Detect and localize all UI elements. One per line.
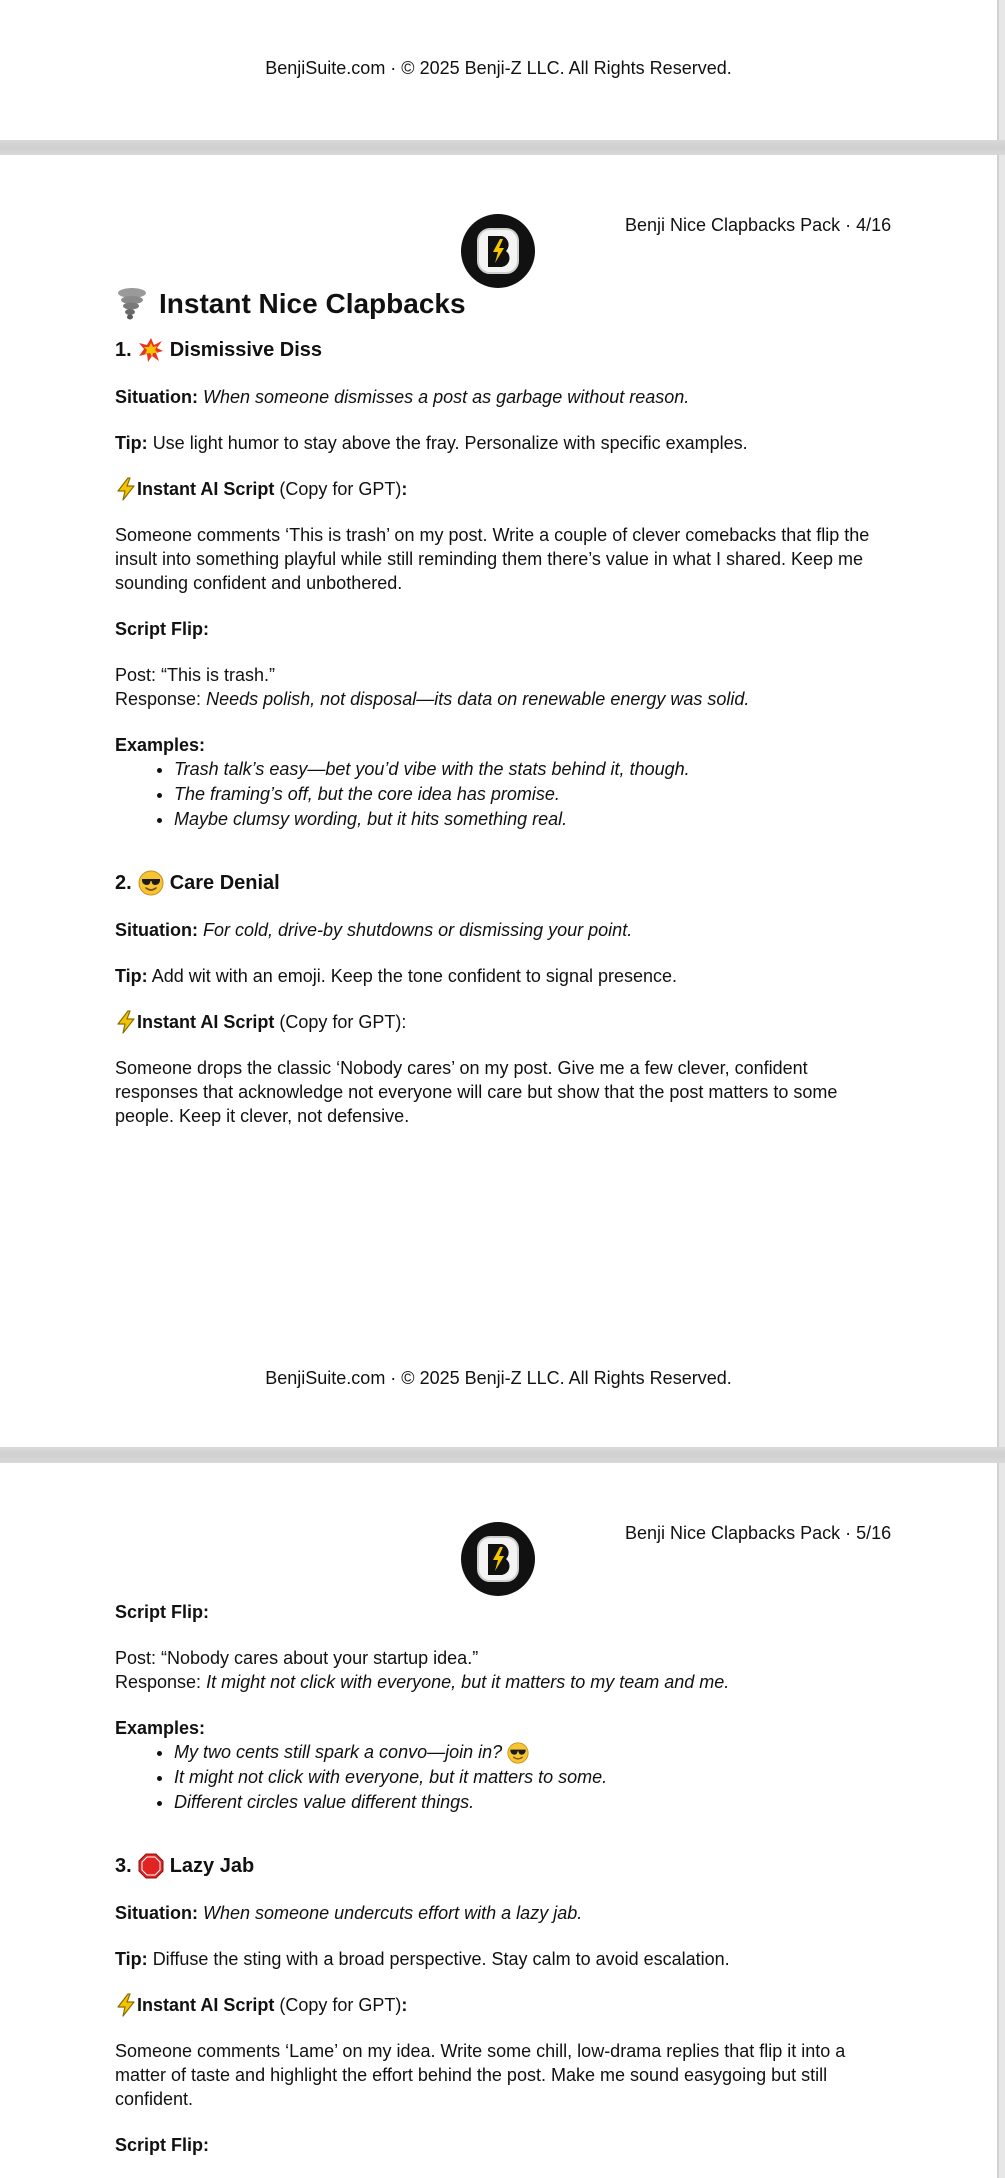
list-item: • It might not click with everyone, but it matters to some. [174, 1765, 885, 1790]
page-footer: BenjiSuite.com · © 2025 Benji-Z LLC. All Rights Reserved. [265, 58, 732, 78]
ai-prompt: Someone comments ‘Lame’ on my idea. Write some chill, low-drama replies that flip it into a matter of taste and highlight the effort behind the post. Make me sound easygoing but still confident. [115, 2041, 846, 2109]
ai-prompt: Someone drops the classic ‘Nobody cares’ on my post. Give me a few clever, confident responses that acknowledge not everyone will care but show that the post matters to some people. Keep it clever, not defensive. [115, 1058, 838, 1126]
page-header: Benji Nice Clapbacks Pack · 4/16 [625, 215, 892, 235]
list-item: • My two cents still spark a convo—join in? [174, 1740, 885, 1765]
page-4 [0, 155, 997, 1447]
tip-line: Tip: Diffuse the sting with a broad perspective. Stay calm to avoid escalation. [115, 1949, 730, 1969]
flip-post: Post: “Nobody cares about your startup idea.” [115, 1648, 479, 1668]
tip-line: Tip: Use light humor to stay above the fray. Personalize with specific examples. [115, 433, 748, 453]
flip-response: Response: It might not click with everyone, but it matters to my team and me. [115, 1672, 730, 1692]
situation-line: Situation: For cold, drive-by shutdowns or dismissing your point. [115, 920, 633, 940]
list-item: • The framing’s off, but the core idea has promise. [174, 782, 885, 807]
examples-list [115, 757, 885, 832]
situation-line: Situation: When someone dismisses a post as garbage without reason. [115, 387, 690, 407]
benji-logo [461, 1522, 535, 1596]
list-item: • Trash talk’s easy—bet you’d vibe with the stats behind it, though. [174, 757, 885, 782]
page-footer: BenjiSuite.com · © 2025 Benji-Z LLC. All Rights Reserved. [265, 1368, 732, 1388]
lightning-icon [115, 1993, 137, 2017]
page-5 [0, 1463, 997, 2178]
flip-post: Post: “This is trash.” [115, 665, 276, 685]
page-title [115, 287, 885, 321]
script-flip-label: Script Flip: [115, 2135, 209, 2155]
section-title: Dismissive Diss [169, 339, 323, 361]
ai-prompt: Someone comments ‘This is trash’ on my post. Write a couple of clever comebacks that flip the insult into something playful while still reminding them there’s value in what I shared. Keep me sounding confident and unbothered. [115, 525, 870, 593]
section-number: 3. [115, 1855, 132, 1877]
section-title: Lazy Jab [169, 1855, 255, 1877]
list-item: • Maybe clumsy wording, but it hits something real. [174, 807, 885, 832]
script-label-line: Instant AI Script (Copy for GPT) : [115, 477, 885, 501]
section-heading-2 [115, 870, 885, 896]
stop-sign-icon [138, 1853, 164, 1879]
lightning-icon [115, 477, 137, 501]
script-label-line: Instant AI Script (Copy for GPT): [115, 1010, 885, 1034]
script-flip-label: Script Flip: [115, 1602, 209, 1622]
smiley-sunglasses-icon [138, 870, 164, 896]
script-flip-label: Script Flip: [115, 619, 209, 639]
page-separator [0, 140, 1005, 155]
page-header: Benji Nice Clapbacks Pack · 5/16 [625, 1523, 892, 1543]
page-3 [0, 0, 997, 140]
section-heading-1 [115, 337, 885, 363]
smiley-sunglasses-icon [507, 1742, 529, 1764]
section-number: 2. [115, 872, 132, 894]
list-item: • Different circles value different things. [174, 1790, 885, 1815]
section-heading-3 [115, 1853, 885, 1879]
page-separator [0, 1447, 1005, 1463]
section-title: Care Denial [169, 872, 280, 894]
examples-list [115, 1740, 885, 1815]
situation-line: Situation: When someone undercuts effort with a lazy jab. [115, 1903, 583, 1923]
flip-response: Response: Needs polish, not disposal—its data on renewable energy was solid. [115, 689, 750, 709]
script-label-line: Instant AI Script (Copy for GPT) : [115, 1993, 885, 2017]
examples-label: Examples: [115, 1718, 206, 1738]
section-number: 1. [115, 339, 132, 361]
benji-logo [461, 214, 535, 288]
page-4-content [115, 287, 885, 1128]
tornado-icon [115, 287, 149, 321]
title-text: Instant Nice Clapbacks [159, 288, 466, 319]
lightning-icon [115, 1010, 137, 1034]
page-5-content [115, 1600, 885, 2157]
explosion-icon [138, 337, 164, 363]
examples-label: Examples: [115, 735, 206, 755]
tip-line: Tip: Add wit with an emoji. Keep the tone confident to signal presence. [115, 966, 678, 986]
